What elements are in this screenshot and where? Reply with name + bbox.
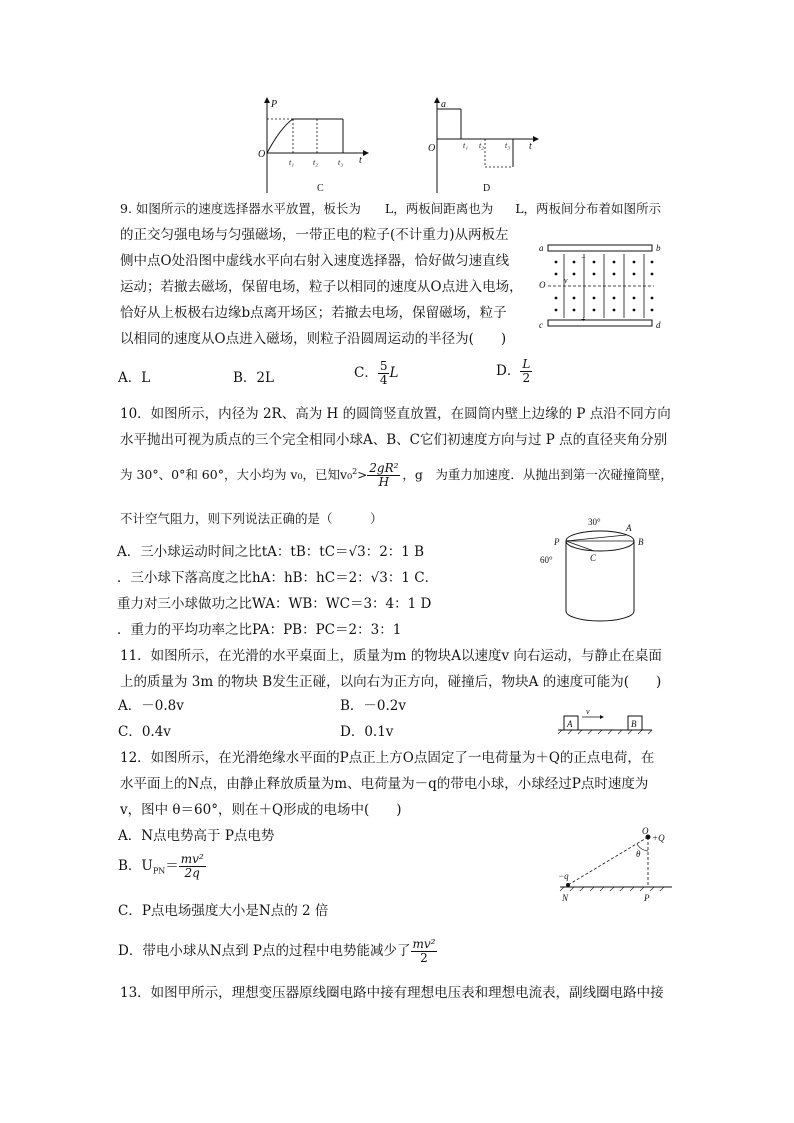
q10-line3: 为 30°、0°和 60°，大小均为 v₀，已知v₀$^2$> $\frac{\text{2gR²}}{H}$ ，g 为重力加速度．从抛出到第一次碰撞筒壁， [120,461,673,489]
q11-line2: 上的质量为 3m 的物块 B发生正碰，以向右为正方向，碰撞后，物块A 的速度可能为( ) [120,674,662,690]
q10-fig-60: 60° [540,555,553,565]
q10-line3b: ，g 为重力加速度．从抛出到第一次碰撞筒壁， [402,467,673,482]
graph-c-origin: O [258,149,266,160]
q12-option-b-sub: PN [152,866,166,876]
q10-line3-den: H [378,475,390,489]
q12-fig-theta: θ [636,849,641,859]
q9-option-d-den: 2 [522,371,531,385]
q11-fig-b: B [631,719,637,729]
q10-line3a: 为 30°、0°和 60°，大小均为 v₀，已知v₀ [120,467,353,482]
q12-option-d [118,938,437,965]
q9-line4: 运动；若撤去磁场，保留电场，粒子以相同的速度从O点进入电场， [120,279,523,295]
q9-fig-o: O [539,280,546,290]
q12-option-b-fraction [179,853,206,880]
q9-line3: 侧中点O处沿图中虚线水平向右射入速度选择器，恰好做匀速直线 [120,253,510,269]
q9-option-c [354,360,398,387]
q9-fig-minus: − [581,253,586,262]
q10-option-d: ．重力的平均功率之比PA：PB：PC＝2：3：1 [117,622,402,638]
q9-fig-plus: + [581,315,586,324]
q12-fig-n: N [562,893,569,903]
graph-c-tick-2: t₂ [313,158,319,167]
q10-option-b: ．三小球下落高度之比hA：hB：hC＝2：√3：1 C． [117,570,439,586]
q10-fig-b: B [638,537,644,547]
graph-c-tick-1: t₁ [289,158,295,167]
q10-fig-p: P [554,537,560,547]
q9-option-c-prefix: C． [354,365,378,381]
q12-fig-o: O [642,826,649,836]
q11-option-a: A．－0.8v [118,698,184,714]
q9-option-b: B．2L [233,370,274,386]
q9-line2: 的正交匀强电场与匀强磁场，一带正电的粒子(不计重力)从两板左 [120,227,509,243]
q9-option-d-fraction [520,358,532,385]
graph-c-tick-3: t₃ [338,158,344,167]
graph-d-label: D [483,183,491,194]
q9-option-d-num: L [522,357,531,371]
q12-option-c: C．P点电场强度大小是N点的 2 倍 [118,903,329,919]
q12-fig-p: P [644,893,650,903]
q9-option-c-den: 4 [379,373,388,387]
graph-d-origin: O [428,143,436,154]
q9-line6: 以相同的速度从O点进入磁场，则粒子沿圆周运动的半径为( ) [120,331,507,347]
q13-line1: 13．如图甲所示，理想变压器原线圈电路中接有理想电压表和理想电流表，副线圈电路中接 [120,985,664,1001]
q9-fig-a: a [539,243,544,253]
q12-option-b-eq: ＝ [165,858,179,874]
q12-line2: 水平面上的N点，由静止释放质量为m、电荷量为－q的带电小球，小球经过P点时速度为 [120,776,649,792]
graph-d [425,95,540,195]
q11-fig-a: A [567,719,573,729]
q12-fig-q: +Q [652,833,665,843]
q12-line1: 12．如图所示，在光滑绝缘水平面的P点正上方O点固定了一电荷量为＋Q的正点电荷，在 [120,750,655,766]
q11-collision-figure [556,705,656,735]
q10-fig-a: A [626,523,632,533]
q10-line1: 10．如图所示，内径为 2R、高为 H 的圆筒竖直放置，在圆筒内壁上边缘的 P 点沿不同方向 [120,406,671,422]
q11-option-b: B．－0.2v [340,698,407,714]
q9-fig-c: c [539,320,543,330]
q12-option-d-den: 2 [420,951,428,965]
q12-fig-minus-q: −q [558,871,569,881]
q12-charge-figure [556,825,676,905]
q9-option-c-fraction [378,360,390,387]
q10-cylinder-figure [536,515,646,625]
q9-line1b: L，两板间距离也为 [384,201,494,216]
q9-option-c-num: 5 [379,359,388,373]
q9-fig-d: d [656,320,661,330]
q9-line1c: L，两板间分布着如图所示 [515,201,661,216]
graph-d-tick-3: t₃ [505,141,511,150]
q9-option-a: A．L [118,370,151,386]
q9-option-d [496,358,532,385]
q10-fig-c: C [590,553,597,563]
graph-c-axis-x: t [359,155,362,166]
q12-line3: v，图中 θ＝60°，则在＋Q形成的电场中( ) [120,802,402,818]
q10-line3-sup: 2 [352,466,358,476]
q12-option-d-text: D．带电小球从N点到 P点的过程中电势能减少了 [118,943,411,959]
q9-fig-b: b [656,243,661,253]
graph-d-axis-x: t [529,141,532,152]
q9-velocity-selector-figure [536,240,666,336]
q12-option-b-den: 2q [184,866,200,880]
graph-d-tick-1: t₁ [463,141,469,150]
q10-line4: 不计空气阻力，则下列说法正确的是（ ） [120,511,383,526]
q10-option-a: A．三小球运动时间之比tA：tB：tC＝√3：2：1 B [117,544,425,560]
q10-line3-num: 2gR² [369,461,399,475]
q10-line2: 水平抛出可视为质点的三个完全相同小球A、B、C它们初速度方向与过 P 点的直径夹角分别 [120,432,668,448]
q12-option-d-num: mv² [412,937,436,951]
q12-option-d-fraction [411,938,438,965]
graph-c [255,95,370,195]
q12-option-a: A．N点电势高于 P点电势 [118,828,275,844]
q11-option-d: D．0.1v [340,724,394,740]
graph-c-axis-y: P [271,99,278,110]
q12-option-b [118,853,206,881]
q11-line1: 11．如图所示，在光滑的水平桌面上，质量为m 的物块A以速度v 向右运动，与静止在桌面 [120,648,662,664]
q9-option-d-prefix: D． [496,363,521,379]
q10-fig-30: 30° [588,517,601,527]
q9-line1 [120,200,661,218]
q11-fig-v: v [586,707,590,716]
graph-c-label: C [317,183,324,194]
q9-line1a: 9. 如图所示的速度选择器水平放置，板长为 [120,201,361,216]
graph-d-tick-2: t₂ [479,141,485,150]
graph-d-axis-y: a [441,99,446,110]
q12-option-b-prefix: B．U [118,858,153,874]
q9-fig-v: v [564,276,568,285]
q10-line3-fraction [367,462,400,489]
q11-option-c: C．0.4v [118,724,171,740]
q9-line5: 恰好从上板极右边缘b点离开场区；若撤去电场，保留磁场，粒子 [120,305,507,321]
q10-option-c: 重力对三小球做功之比WA：WB：WC＝3：4：1 D [117,596,432,612]
q9-option-c-var: L [389,365,399,381]
q12-option-b-num: mv² [180,852,204,866]
